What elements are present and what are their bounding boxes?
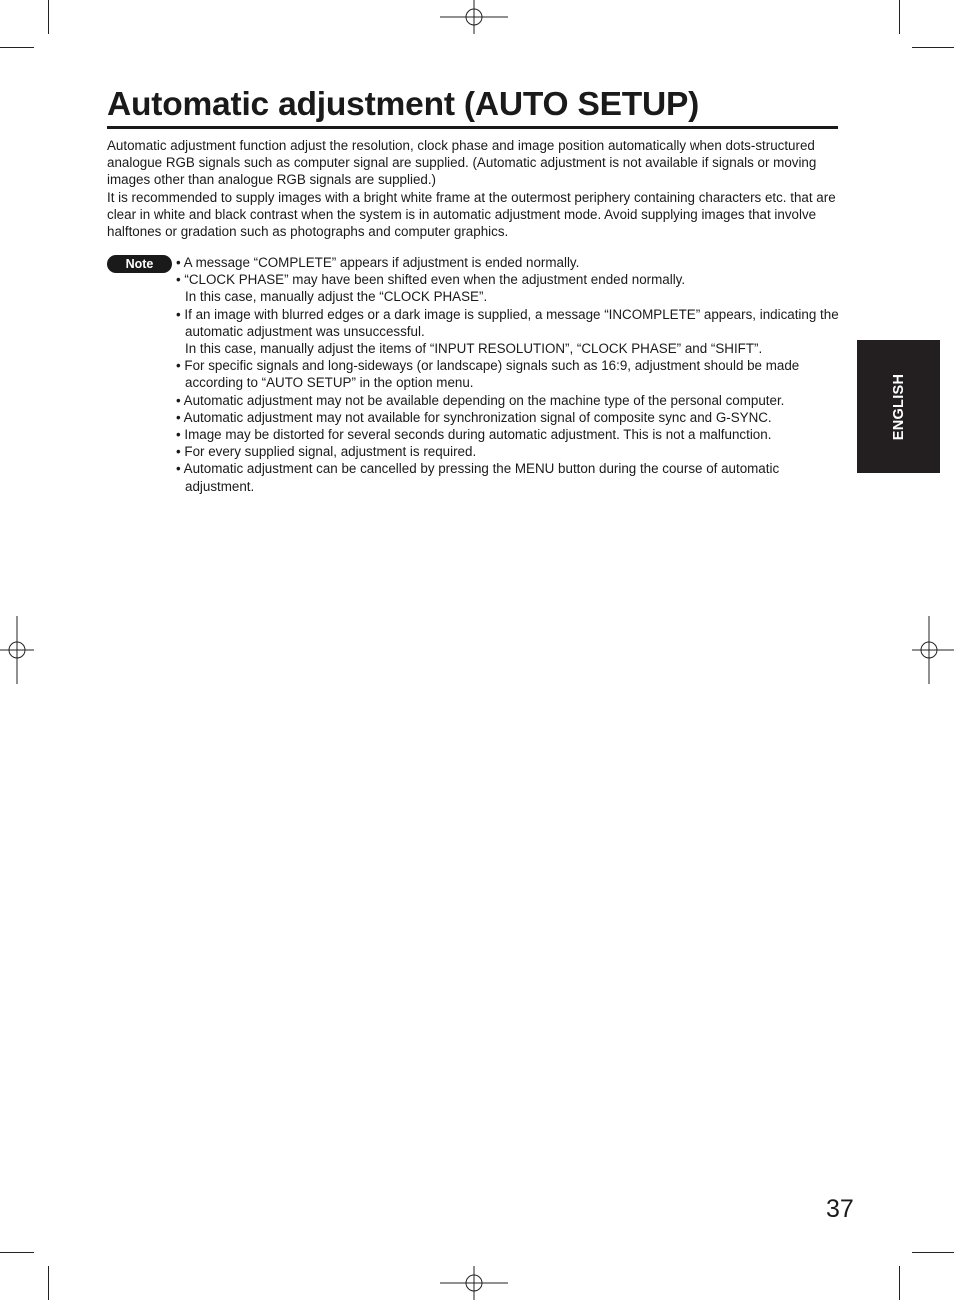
list-item xyxy=(176,254,846,271)
list-item xyxy=(176,443,846,460)
list-item xyxy=(176,306,846,358)
page-title: Automatic adjustment (AUTO SETUP) xyxy=(107,84,838,129)
note-text: • Automatic adjustment may not available for synchronization signal of composite sync and G-SYNC. xyxy=(176,409,772,425)
crop-mark xyxy=(912,1252,954,1253)
intro-paragraph: Automatic adjustment function adjust the resolution, clock phase and image position automatically when dots-structured analogue RGB signals such as computer signal are supplied. (Automatic adjustment is not available if signals or moving images other than analogue RGB signals are supplied.) xyxy=(107,138,817,188)
registration-mark-icon xyxy=(440,0,508,36)
crop-mark xyxy=(0,47,34,48)
notes-list xyxy=(176,254,846,495)
note-badge: Note xyxy=(107,255,172,273)
list-item xyxy=(176,409,846,426)
note-text: • Image may be distorted for several seconds during automatic adjustment. This is not a malfunction. xyxy=(176,427,772,443)
page-number: 37 xyxy=(826,1195,854,1223)
note-continuation: In this case, manually adjust the “CLOCK PHASE”. xyxy=(185,289,488,305)
registration-mark-icon xyxy=(440,1266,508,1300)
note-text: • If an image with blurred edges or a dark image is supplied, a message “INCOMPLETE” appears, indicating the automatic adjustment was unsuccessful. xyxy=(176,306,839,339)
list-item xyxy=(176,271,846,305)
list-item xyxy=(176,392,846,409)
note-text: • A message “COMPLETE” appears if adjustment is ended normally. xyxy=(176,255,580,270)
note-text: • “CLOCK PHASE” may have been shifted even when the adjustment ended normally. xyxy=(176,272,686,288)
language-tab xyxy=(857,340,940,473)
note-text: • For every supplied signal, adjustment is required. xyxy=(176,444,477,460)
crop-mark xyxy=(899,1266,900,1300)
list-item xyxy=(176,357,846,391)
list-item xyxy=(176,460,846,494)
note-text: • Automatic adjustment may not be available depending on the machine type of the personal computer. xyxy=(176,392,785,408)
language-tab-label: ENGLISH xyxy=(890,373,907,440)
crop-mark xyxy=(899,0,900,34)
note-text: • Automatic adjustment can be cancelled by pressing the MENU button during the course of automatic adjustment. xyxy=(176,461,780,494)
note-text: • For specific signals and long-sideways (or landscape) signals such as 16:9, adjustment should be made according to “AUTO SETUP” in the option menu. xyxy=(176,358,800,391)
crop-mark xyxy=(48,0,49,34)
intro-paragraph: It is recommended to supply images with a bright white frame at the outermost periphery containing characters etc. that are clear in white and black contrast when the system is in automatic adjustment mode. Avoid supplying images that involve halftones or gradation such as photographs and computer graphics. xyxy=(107,189,836,240)
note-continuation: In this case, manually adjust the items of “INPUT RESOLUTION”, “CLOCK PHASE” and “SHIFT”. xyxy=(185,341,763,357)
list-item xyxy=(176,426,846,443)
registration-mark-icon xyxy=(912,616,954,684)
registration-mark-icon xyxy=(0,616,36,684)
crop-mark xyxy=(48,1266,49,1300)
intro-text xyxy=(107,137,842,240)
crop-mark xyxy=(0,1252,34,1253)
crop-mark xyxy=(912,47,954,48)
